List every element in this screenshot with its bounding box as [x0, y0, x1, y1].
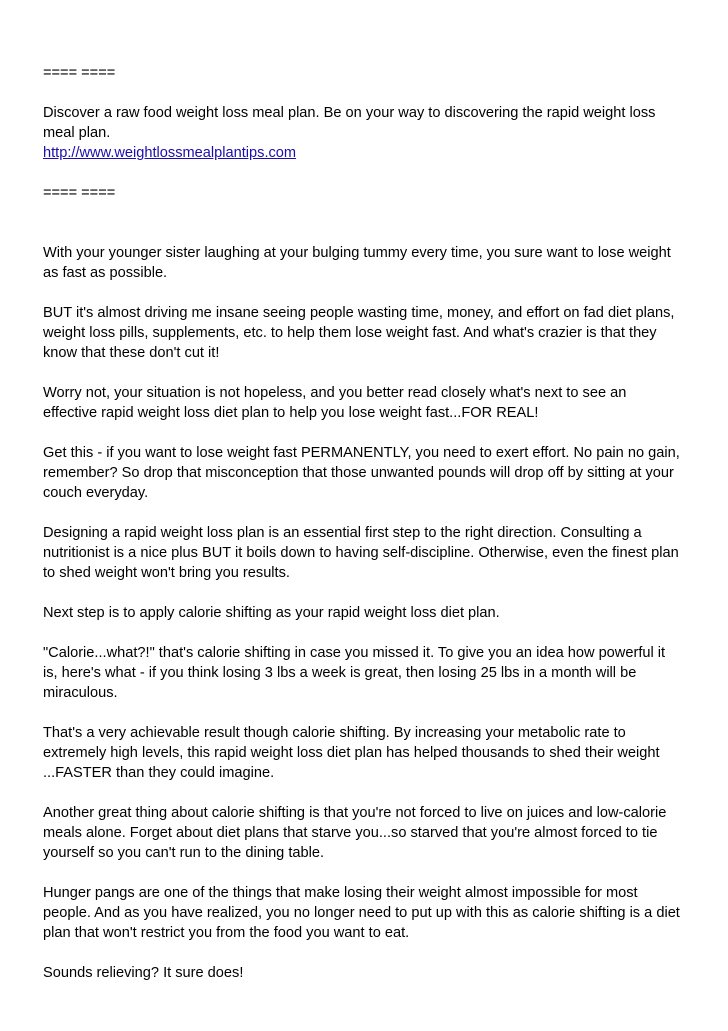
article-body: [43, 243, 683, 983]
paragraph: With your younger sister laughing at your bulging tummy every time, you sure want to lose weight as fast as possible.: [43, 245, 671, 281]
paragraph: Another great thing about calorie shifting is that you're not forced to live on juices and low-calorie meals alone. Forget about diet plans that starve you...so starved that you're almost forced to tie yourself so you can't run to the dining table.: [43, 805, 667, 861]
paragraph: Next step is to apply calorie shifting as your rapid weight loss diet plan.: [43, 605, 500, 621]
paragraph: Worry not, your situation is not hopeless, and you better read closely what's next to see an effective rapid weight loss diet plan to help you lose weight fast...FOR REAL!: [43, 385, 627, 421]
paragraph: Sounds relieving? It sure does!: [43, 965, 244, 981]
separator-top: ==== ====: [43, 65, 116, 81]
paragraph: Designing a rapid weight loss plan is an essential first step to the right direction. Consulting a nutritionist is a nice plus BUT it boils down to having self-discipline. Otherwise, even the finest plan to shed weight won't bring you results.: [43, 525, 679, 581]
paragraph: "Calorie...what?!" that's calorie shifting in case you missed it. To give you an idea how powerful it is, here's what - if you think losing 3 lbs a week is great, then losing 25 lbs in a month will be miraculous.: [43, 645, 666, 701]
intro-block: [43, 103, 683, 163]
intro-text: Discover a raw food weight loss meal plan. Be on your way to discovering the rapid weight loss meal plan.: [43, 105, 656, 141]
separator-bottom: ==== ====: [43, 185, 116, 201]
paragraph: Get this - if you want to lose weight fast PERMANENTLY, you need to exert effort. No pain no gain, remember? So drop that misconception that those unwanted pounds will drop off by sitting at your couch everyday.: [43, 445, 680, 501]
document-page: [43, 63, 683, 1003]
paragraph: BUT it's almost driving me insane seeing people wasting time, money, and effort on fad diet plans, weight loss pills, supplements, etc. to help them lose weight fast. And what's crazier is that they know that these don't cut it!: [43, 305, 675, 361]
paragraph: That's a very achievable result though calorie shifting. By increasing your metabolic rate to extremely high levels, this rapid weight loss diet plan has helped thousands to shed their weight ...FASTER than they could imagine.: [43, 725, 660, 781]
paragraph: Hunger pangs are one of the things that make losing their weight almost impossible for most people. And as you have realized, you no longer need to put up with this as calorie shifting is a diet plan that won't restrict you from the food you want to eat.: [43, 885, 680, 941]
website-link[interactable]: http://www.weightlossmealplantips.com: [43, 145, 297, 161]
